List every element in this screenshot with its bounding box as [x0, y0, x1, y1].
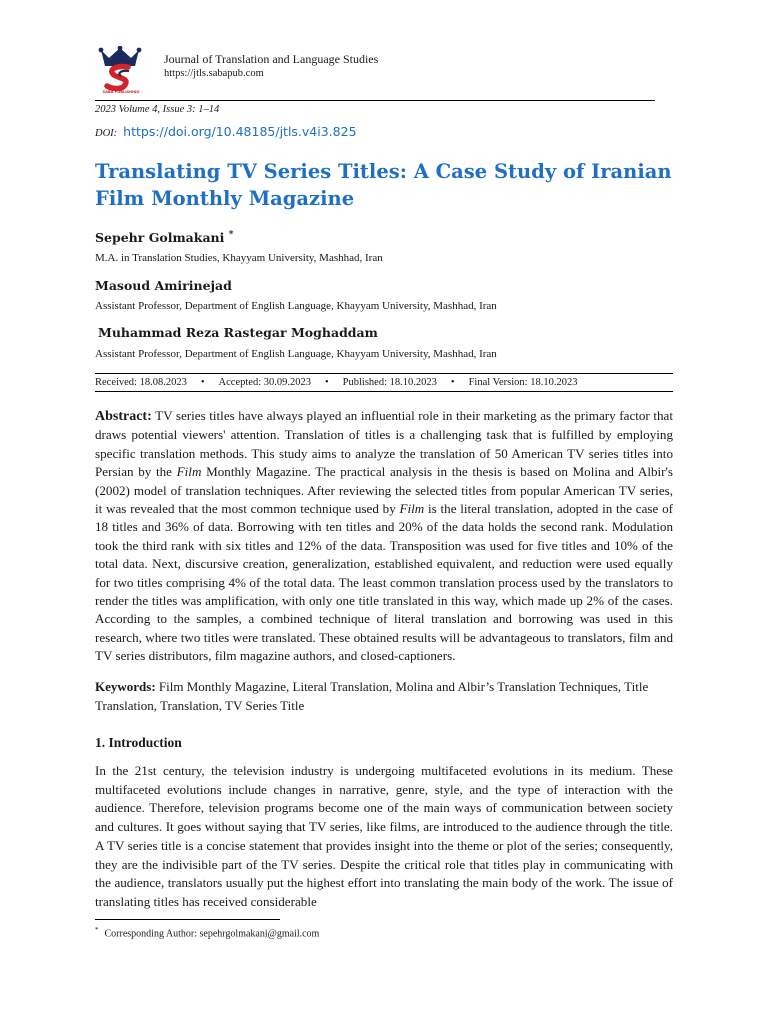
header-divider: [95, 100, 655, 101]
abstract: [95, 407, 673, 666]
author-name-text: Muhammad Reza Rastegar Moghaddam: [98, 325, 378, 340]
doi-label: DOI:: [95, 128, 118, 139]
final-version-date: Final Version: 18.10.2023: [468, 377, 578, 388]
footnote-divider: [95, 919, 280, 920]
body-paragraph: In the 21st century, the television industry is undergoing multifaceted evolutions in its medium. These multifaceted evolutions include changes in narrative, genre, style, and the type of interaction with the audience. Therefore, television programs become one of the main ways of communication between society and cultures. It goes without saying that TV series, like films, are introduced to the audience through the title. A TV series title is a concise statement that provides insight into the theme or plot of the series; consequently, they are the indivisible part of the TV series. Despite the critical role that titles play in communicating with the audience, translators usually put the highest effort into translating the main body of the work. The issue of translating titles has received considerable: [95, 763, 673, 909]
footnote: [95, 926, 319, 939]
author-name-text: Sepehr Golmakani: [95, 230, 225, 246]
abstract-label: Abstract:: [95, 409, 152, 424]
author-affiliation: M.A. in Translation Studies, Khayyam University, Mashhad, Iran: [95, 252, 383, 264]
abstract-text: Monthly Magazine. The practical analysis in the thesis is based on Molina and Albir's (2002) model of translation techniques. After reviewing the selected titles from popular American TV series, it was revealed that the most common technique used by: [95, 464, 673, 517]
doi-link[interactable]: https://doi.org/10.48185/jtls.v4i3.825: [123, 124, 357, 139]
doi-line: [95, 124, 357, 139]
publication-dates: [95, 373, 673, 392]
corresponding-mark: *: [228, 230, 234, 240]
author-name: [98, 325, 378, 340]
accepted-date: Accepted: 30.09.2023: [218, 377, 311, 388]
issue-info: 2023 Volume 4, Issue 3: 1–14: [95, 104, 220, 115]
received-date: Received: 18.08.2023: [95, 377, 187, 388]
author-affiliation: Assistant Professor, Department of English Language, Khayyam University, Mashhad, Iran: [95, 348, 497, 360]
publisher-logo: [95, 46, 145, 98]
article-title: Translating TV Series Titles: A Case Study of Iranian Film Monthly Magazine: [95, 160, 672, 210]
published-date: Published: 18.10.2023: [342, 377, 437, 388]
journal-name: Journal of Translation and Language Studies: [164, 52, 379, 66]
footnote-mark: *: [95, 926, 99, 934]
author-name-text: Masoud Amirinejad: [95, 278, 232, 293]
crown-icon: [99, 46, 142, 66]
author-affiliation: Assistant Professor, Department of English Language, Khayyam University, Mashhad, Iran: [95, 300, 497, 312]
logo-wordmark: SABA PUBLISHING: [102, 90, 140, 94]
keywords-text: Film Monthly Magazine, Literal Translation, Molina and Albir’s Translation Techniques, Title Translation, Translation, TV Series Title: [95, 679, 649, 713]
bullet-separator: •: [450, 377, 455, 388]
author-name: [95, 278, 232, 293]
abstract-emphasis: Film: [399, 501, 425, 517]
footnote-text: Corresponding Author: sepehrgolmakani@gmail.com: [104, 928, 320, 940]
journal-url[interactable]: https://jtls.sabapub.com: [164, 68, 264, 79]
keywords: [95, 678, 673, 715]
section-heading: 1. Introduction: [95, 735, 182, 750]
author-name: [95, 230, 233, 245]
abstract-text: is the literal translation, adopted in the case of 18 titles and 36% of data. Borrowing with ten titles and 20% of the data holds the second rank. Modulation took the third rank with six titles and 12% of the data. Transposition was used for five titles and 10% of the total data. Next, discursive creation, generalization, established equivalent, and reduction were used equally for two titles comprising 4% of the total data. The least common translation process used by the translators to render the titles was amplification, with only one title translated in this way, which made up 2% of the cases. According to the samples, a combined technique of literal translation and borrowing was used in this research, where two titles were translated. These obtained results will be advantageous to translators, film and TV series distributors, film magazine authors, and closed-captioners.: [95, 501, 673, 664]
keywords-label: Keywords:: [95, 679, 156, 694]
bullet-separator: •: [324, 377, 329, 388]
bullet-separator: •: [200, 377, 205, 388]
abstract-text: TV series titles have always played an influential role in their marketing as the primary factor that draws potential viewers' attention. Translation of titles is a challenging task that is fulfilled by employing specific translation methods. This study aims to analyze the translation of 50 American TV series titles into Persian by the: [95, 408, 673, 480]
abstract-emphasis: Film: [176, 464, 202, 480]
